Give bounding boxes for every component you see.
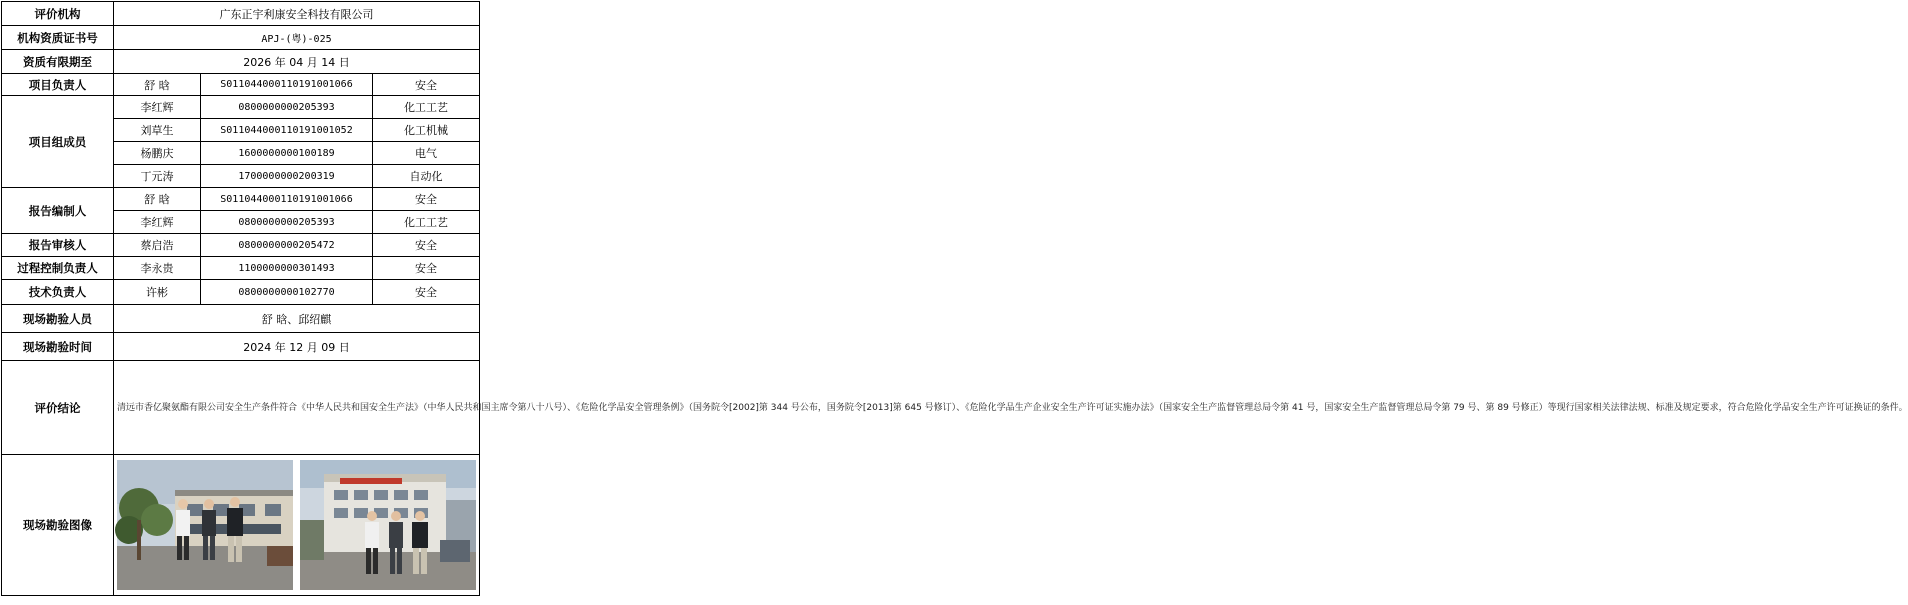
project-lead-name: 舒 晗 bbox=[114, 74, 201, 96]
team-member-name: 丁元涛 bbox=[114, 165, 201, 188]
tech-lead-id: 0800000000102770 bbox=[201, 280, 373, 305]
cert-number: APJ-(粤)-025 bbox=[114, 26, 480, 50]
label-site-time: 现场勘验时间 bbox=[2, 333, 114, 361]
author-field: 安全 bbox=[373, 188, 480, 211]
author-field: 化工工艺 bbox=[373, 211, 480, 234]
tech-lead-field: 安全 bbox=[373, 280, 480, 305]
team-member-field: 化工机械 bbox=[373, 119, 480, 142]
label-project-lead: 项目负责人 bbox=[2, 74, 114, 96]
row-validity bbox=[2, 50, 480, 74]
team-member-field: 化工工艺 bbox=[373, 96, 480, 119]
row-site-time bbox=[2, 333, 480, 361]
row-cert bbox=[2, 26, 480, 50]
project-lead-field: 安全 bbox=[373, 74, 480, 96]
process-lead-id: 1100000000301493 bbox=[201, 257, 373, 280]
label-org: 评价机构 bbox=[2, 2, 114, 26]
project-lead-id: S011044000110191001066 bbox=[201, 74, 373, 96]
label-site-staff: 现场勘验人员 bbox=[2, 305, 114, 333]
label-cert-no: 机构资质证书号 bbox=[2, 26, 114, 50]
reviewer-name: 蔡启浩 bbox=[114, 234, 201, 257]
author-name: 舒 晗 bbox=[114, 188, 201, 211]
label-report-reviewer: 报告审核人 bbox=[2, 234, 114, 257]
label-validity: 资质有限期至 bbox=[2, 50, 114, 74]
org-name: 广东正宇利康安全科技有限公司 bbox=[114, 2, 480, 26]
label-team: 项目组成员 bbox=[2, 96, 114, 188]
site-time: 2024 年 12 月 09 日 bbox=[114, 333, 480, 361]
process-lead-name: 李永贵 bbox=[114, 257, 201, 280]
team-member-id: 1600000000100189 bbox=[201, 142, 373, 165]
label-report-author: 报告编制人 bbox=[2, 188, 114, 234]
team-member-id: S011044000110191001052 bbox=[201, 119, 373, 142]
row-reviewer bbox=[2, 234, 480, 257]
site-photos-cell bbox=[114, 455, 480, 596]
author-id: 0800000000205393 bbox=[201, 211, 373, 234]
team-member-field: 自动化 bbox=[373, 165, 480, 188]
team-member-id: 1700000000200319 bbox=[201, 165, 373, 188]
author-name: 李红辉 bbox=[114, 211, 201, 234]
row-author-1 bbox=[2, 188, 480, 211]
author-id: S011044000110191001066 bbox=[201, 188, 373, 211]
tech-lead-name: 许彬 bbox=[114, 280, 201, 305]
team-member-name: 李红辉 bbox=[114, 96, 201, 119]
site-photo-2 bbox=[300, 460, 476, 590]
row-tech-lead bbox=[2, 280, 480, 305]
team-member-name: 刘草生 bbox=[114, 119, 201, 142]
site-staff: 舒 晗、邱绍麒 bbox=[114, 305, 480, 333]
label-tech-lead: 技术负责人 bbox=[2, 280, 114, 305]
label-process-lead: 过程控制负责人 bbox=[2, 257, 114, 280]
team-member-id: 0800000000205393 bbox=[201, 96, 373, 119]
label-site-photos: 现场勘验图像 bbox=[2, 455, 114, 596]
row-process-lead bbox=[2, 257, 480, 280]
evaluation-info-table bbox=[1, 1, 1908, 596]
validity-date: 2026 年 04 月 14 日 bbox=[114, 50, 480, 74]
label-conclusion: 评价结论 bbox=[2, 361, 114, 455]
row-conclusion bbox=[2, 361, 480, 455]
site-photo-1 bbox=[117, 460, 293, 590]
process-lead-field: 安全 bbox=[373, 257, 480, 280]
row-team-1 bbox=[2, 96, 480, 119]
row-site-staff bbox=[2, 305, 480, 333]
row-org bbox=[2, 2, 480, 26]
row-photos bbox=[2, 455, 480, 596]
team-member-name: 杨鹏庆 bbox=[114, 142, 201, 165]
reviewer-field: 安全 bbox=[373, 234, 480, 257]
reviewer-id: 0800000000205472 bbox=[201, 234, 373, 257]
row-project-lead bbox=[2, 74, 480, 96]
conclusion-text: 清远市香亿聚氨酯有限公司安全生产条件符合《中华人民共和国安全生产法》（中华人民共和国主席令第八十八号）、《危险化学品安全管理条例》（国务院令[2002]第 344 号公布，国务院令[2013]第 645 号修订）、《危险化学品生产企业安全生产许可证实施办法》（国家安全生产监督管理总局令第 41 号，国家安全生产监督管理总局令第 79 号、第 89 号修正）等现行国家相关法律法规、标准及规定要求，符合危险化学品安全生产许可证换证的条件。 bbox=[114, 361, 480, 455]
team-member-field: 电气 bbox=[373, 142, 480, 165]
